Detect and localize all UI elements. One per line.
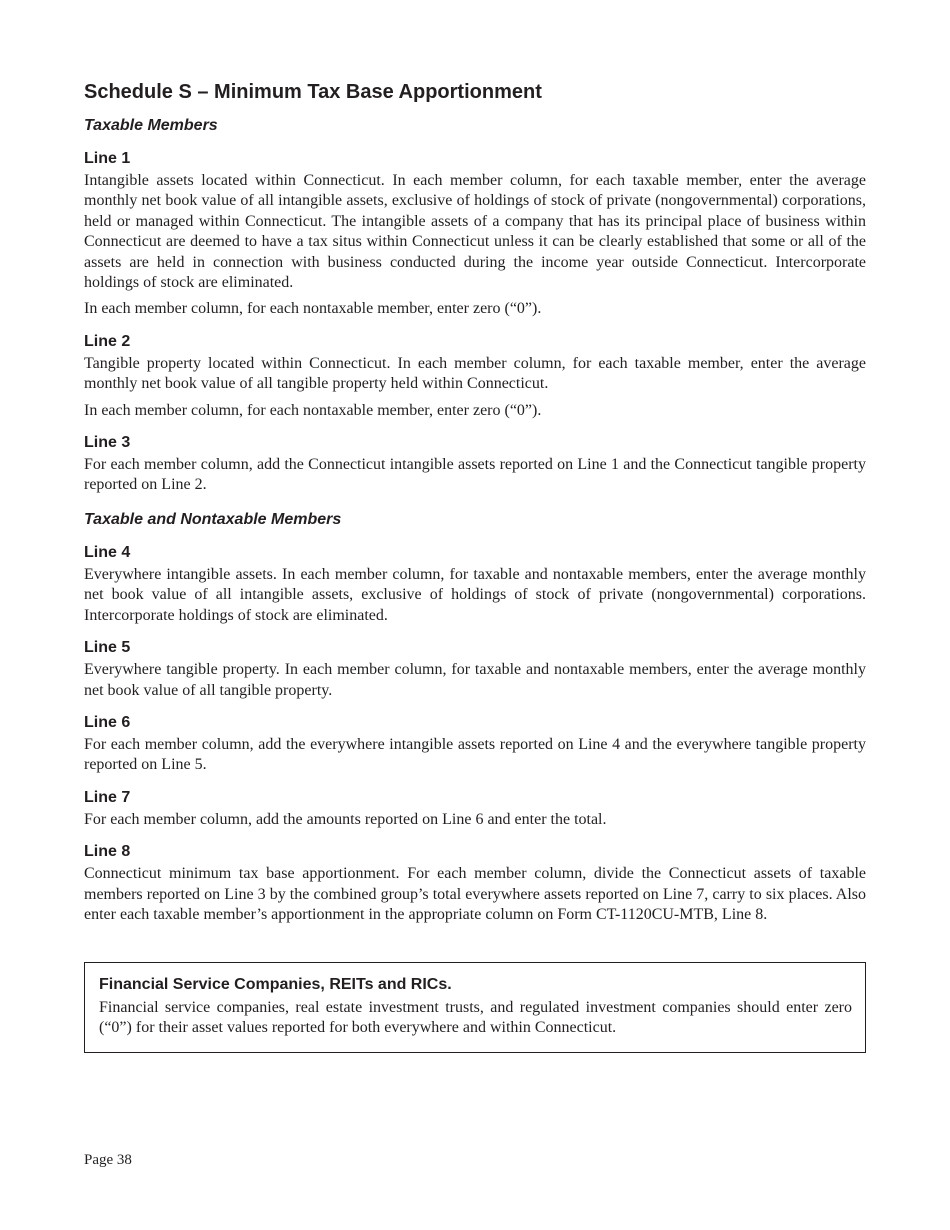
subhead-taxable-and-nontaxable-members: Taxable and Nontaxable Members — [84, 510, 342, 528]
line-5-section — [84, 638, 866, 701]
line-6-section — [84, 713, 866, 776]
line-4-section — [84, 543, 866, 626]
financial-services-notice-box — [84, 962, 866, 1053]
line-2-paragraph: Tangible property located within Connecticut. In each member column, for each taxable member, enter the average monthly net book value of all tangible property held within Connecticut. — [84, 354, 866, 393]
notice-title: Financial Service Companies, REITs and RICs. — [99, 976, 452, 993]
line-7-heading: Line 7 — [84, 788, 131, 806]
line-8-heading: Line 8 — [84, 843, 131, 861]
line-5-heading: Line 5 — [84, 639, 131, 657]
line-2-paragraph: In each member column, for each nontaxable member, enter zero (“0”). — [84, 401, 542, 419]
page-number: Page 38 — [84, 1152, 132, 1168]
line-6-paragraph: For each member column, add the everywhere intangible assets reported on Line 4 and the everywhere tangible property reported on Line 5. — [84, 735, 866, 774]
line-5-paragraph: Everywhere tangible property. In each member column, for taxable and nontaxable members, enter the average monthly net book value of all tangible property. — [84, 661, 866, 699]
line-7-section — [84, 788, 866, 830]
line-1-section — [84, 149, 866, 320]
line-3-heading: Line 3 — [84, 434, 131, 452]
subhead-taxable-members: Taxable Members — [84, 117, 218, 134]
line-7-paragraph: For each member column, add the amounts reported on Line 6 and enter the total. — [84, 810, 607, 828]
line-8-paragraph: Connecticut minimum tax base apportionment. For each member column, divide the Connecticut assets of taxable members reported on Line 3 by the combined group’s total everywhere assets reported on Line 7, carry to six places. Also enter each taxable member’s apportionment in the appropriate column on Form CT-1120CU-MTB, Line 8. — [84, 865, 866, 923]
line-8-section — [84, 842, 866, 925]
line-2-heading: Line 2 — [84, 332, 131, 350]
line-1-paragraph: Intangible assets located within Connecticut. In each member column, for each taxable member, enter the average monthly net book value of all intangible assets, exclusive of holdings of stock of private (nongovernmental) corporations, held or managed within Connecticut. The intangible assets of a company that has its principal place of business within Connecticut are deemed to have a tax situs within Connecticut unless it can be clearly established that some or all of the assets are held in connection with business conducted during the income year outside Connecticut. Intercorporate holdings of stock are eliminated. — [84, 172, 866, 292]
instructions-body — [84, 116, 866, 937]
line-4-heading: Line 4 — [84, 543, 131, 561]
line-4-paragraph: Everywhere intangible assets. In each member column, for taxable and nontaxable members, enter the average monthly net book value of all intangible assets, exclusive of holdings of stock of private (nongovernmental) corporations. Intercorporate holdings of stock are eliminated. — [84, 565, 866, 624]
page-title: Schedule S – Minimum Tax Base Apportionment — [84, 81, 542, 103]
line-3-paragraph: For each member column, add the Connecticut intangible assets reported on Line 1 and the Connecticut tangible property reported on Line 2. — [84, 456, 866, 494]
line-1-heading: Line 1 — [84, 150, 131, 167]
line-6-heading: Line 6 — [84, 713, 131, 731]
line-2-section — [84, 332, 866, 421]
notice-body: Financial service companies, real estate investment trusts, and regulated investment companies should enter zero (“0”) for their asset values reported for both everywhere and within Connecticut. — [99, 999, 852, 1037]
line-3-section — [84, 433, 866, 496]
line-1-paragraph: In each member column, for each nontaxable member, enter zero (“0”). — [84, 300, 542, 318]
